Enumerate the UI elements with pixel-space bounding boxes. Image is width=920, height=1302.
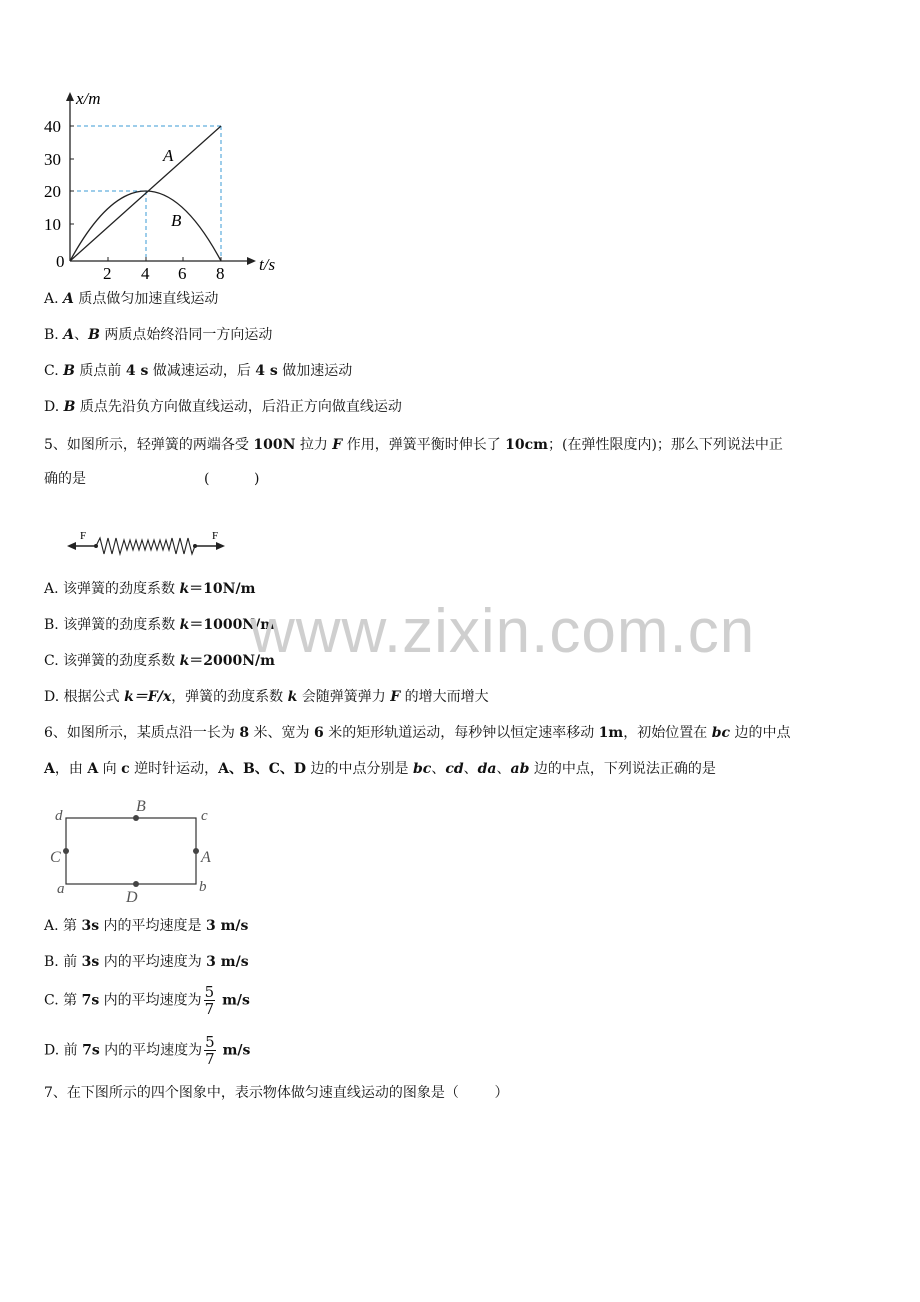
spring-coil: [96, 538, 195, 554]
q6-stem-line2: A，由 A 向 c 逆时针运动，A、B、C、D 边的中点分别是 bc、cd、da、ab 边的中点，下列说法正确的是: [44, 761, 716, 777]
q6-stem-line1: 6、如图所示，某质点沿一长为 8 米、宽为 6 米的矩形轨道运动，每秒钟以恒定速率移动 1m，初始位置在 bc 边的中点: [44, 725, 791, 741]
corner-d-label: d: [55, 808, 63, 824]
force-right-label: F: [212, 530, 219, 542]
spring-figure: [64, 526, 230, 562]
q4-option-c: C. B 质点前 4 s 做减速运动，后 4 s 做加速运动: [44, 363, 353, 379]
point-a-mid: [193, 848, 199, 854]
force-left-label: F: [80, 530, 87, 542]
q4-option-b: B. A、B 两质点始终沿同一方向运动: [44, 327, 273, 343]
rect-track: [66, 818, 196, 884]
point-b-mid: [133, 815, 139, 821]
q6-option-b: B. 前 3s 内的平均速度为 3 m/s: [44, 954, 249, 970]
fraction-5-7: $\frac{5}{7}$: [205, 1033, 215, 1068]
q6-option-a: A. 第 3s 内的平均速度是 3 m/s: [44, 918, 249, 934]
y-axis-arrow: [66, 92, 74, 101]
q6-option-d: D. 前 7s 内的平均速度为 $\frac{5}{7}$ m/s: [44, 1033, 251, 1068]
watermark: www.zixin.com.cn: [250, 597, 756, 666]
x-tick-2: 2: [103, 264, 112, 283]
line-a-label: A: [163, 146, 174, 165]
point-c-mid: [63, 848, 69, 854]
origin-label: 0: [56, 252, 65, 271]
rect-track-figure: [44, 796, 224, 908]
q5-option-b: B. 该弹簧的劲度系数 k＝1000N/m: [44, 617, 276, 633]
fraction-5-7: $\frac{5}{7}$: [204, 983, 215, 1018]
mid-b-label: B: [136, 798, 146, 815]
q5-option-a: A. 该弹簧的劲度系数 k＝10N/m: [44, 581, 256, 597]
corner-c-label: c: [201, 808, 208, 824]
y-tick-40: 40: [44, 117, 61, 136]
q4-option-d: D. B 质点先沿负方向做直线运动，后沿正方向做直线运动: [44, 399, 402, 415]
y-axis-label: x/m: [76, 89, 101, 108]
q6-option-c: C. 第 7s 内的平均速度为 $\frac{5}{7}$ m/s: [44, 983, 250, 1018]
force-right-arrow: [216, 542, 225, 550]
x-tick-4: 4: [141, 264, 150, 283]
corner-a-label: a: [57, 881, 65, 897]
point-d-mid: [133, 881, 139, 887]
xt-graph: [30, 84, 300, 284]
y-tick-20: 20: [44, 182, 61, 201]
y-tick-10: 10: [44, 215, 61, 234]
mid-a-label: A: [201, 849, 211, 866]
mid-d-label: D: [126, 889, 138, 906]
y-tick-30: 30: [44, 150, 61, 169]
corner-b-label: b: [199, 879, 207, 895]
q5-stem-line1: 5、如图所示，轻弹簧的两端各受 100N 拉力 F 作用，弹簧平衡时伸长了 10cm；(在弹性限度内)；那么下列说法中正: [44, 437, 783, 453]
x-axis-arrow: [247, 257, 256, 265]
q5-stem-line2: 确的是: [44, 471, 86, 487]
q5-option-c: C. 该弹簧的劲度系数 k＝2000N/m: [44, 653, 275, 669]
x-tick-6: 6: [178, 264, 187, 283]
q4-option-a: A. A 质点做匀加速直线运动: [44, 291, 219, 307]
curve-b-label: B: [171, 211, 182, 230]
x-tick-8: 8: [216, 264, 225, 283]
force-left-arrow: [67, 542, 76, 550]
q5-answer-paren: ( ): [204, 471, 260, 487]
q5-option-d: D. 根据公式 k＝F/x，弹簧的劲度系数 k 会随弹簧弹力 F 的增大而增大: [44, 689, 489, 705]
q7-stem: 7、在下图所示的四个图象中，表示物体做匀速直线运动的图象是（ ）: [44, 1085, 509, 1101]
mid-c-label: C: [50, 849, 61, 866]
x-axis-label: t/s: [259, 255, 276, 274]
